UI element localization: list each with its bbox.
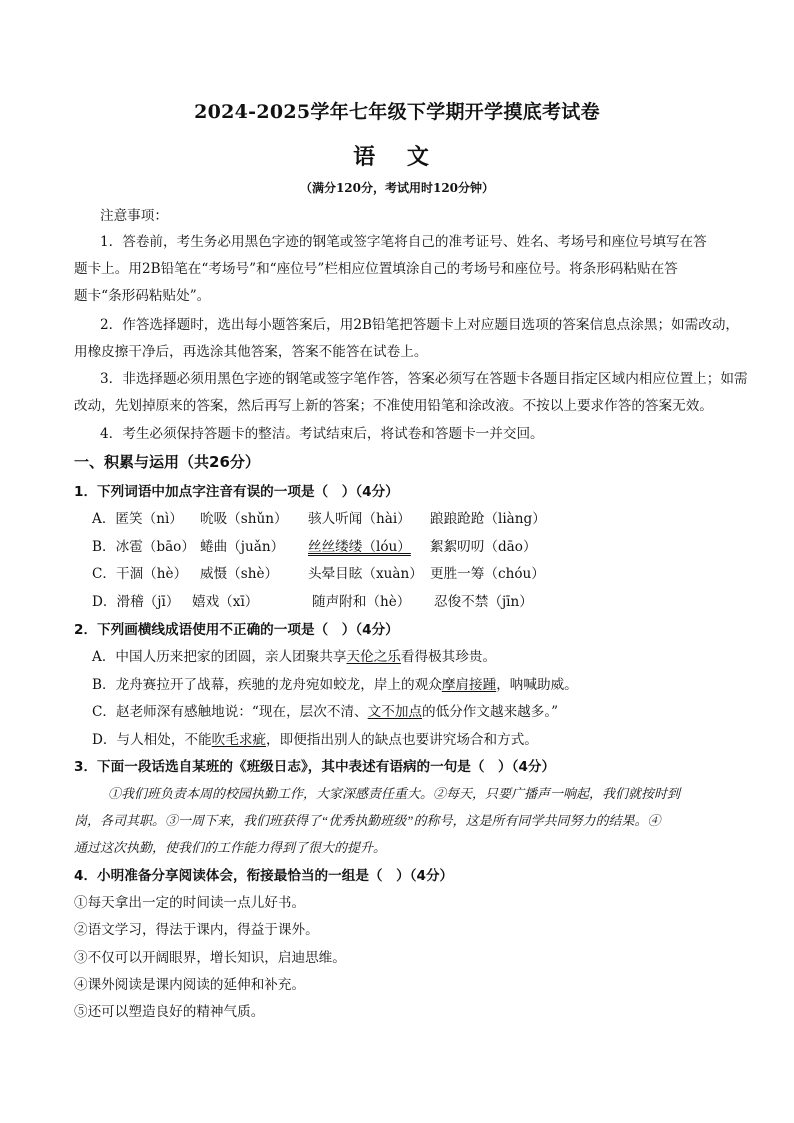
underlined-idiom: 文不加点 — [367, 704, 423, 720]
notice-line: 题卡“条形码粘贴处”。 — [74, 288, 211, 304]
option-word: 嬉戏（xī） — [192, 594, 259, 610]
option-text: ，即便指出别人的缺点也要讲究场合和方式。 — [266, 732, 538, 748]
question-3-passage-line: ①我们班负责本周的校园执勤工作，大家深感责任重大。②每天，只要广播声一响起，我们就按时到 — [108, 786, 681, 801]
question-4-item: ④课外阅读是课内阅读的延伸和补充。 — [74, 977, 306, 993]
question-2-option-c — [92, 702, 744, 722]
question-4-item: ①每天拿出一定的时间读一点儿好书。 — [74, 895, 306, 911]
option-word: 吮吸（shǔn） — [200, 511, 288, 527]
option-word: B．冰雹（bāo） — [92, 539, 195, 555]
question-3-passage-line: 岗，各司其职。③一周下来，我们班获得了“优秀执勤班级”的称号，这是所有同学共同努力的结果。④ — [74, 813, 661, 828]
option-word: 威慑（shè） — [200, 566, 279, 582]
option-text: 的低分作文越来越多。” — [422, 704, 559, 720]
underlined-idiom: 吹毛求疵 — [211, 732, 267, 748]
question-3-stem: 3．下面一段话选自某班的《班级日志》，其中表述有语病的一句是（ ）（4分） — [74, 759, 556, 775]
option-word: 更胜一筹（chóu） — [430, 566, 545, 582]
notice-heading: 注意事项： — [100, 208, 168, 224]
question-3-passage-line: 通过这次执勤，使我们的工作能力得到了很大的提升。 — [74, 840, 387, 855]
question-1-option-c — [92, 564, 744, 584]
question-1-option-a — [92, 509, 744, 529]
option-word: 踉踉跄跄（liàng） — [430, 511, 546, 527]
question-2-option-a — [92, 647, 744, 667]
notice-line: 题卡上。用2B铅笔在“考场号”和“座位号”栏相应位置填涂自己的考场号和座位号。将条形码粘贴在答 — [74, 261, 678, 277]
option-text: ，呐喊助威。 — [496, 677, 578, 693]
question-2-option-d — [92, 730, 744, 750]
option-word: 忍俊不禁（jīn） — [434, 594, 533, 610]
option-word: 随声附和（hè） — [312, 594, 411, 610]
option-text: 看得极其珍贵。 — [400, 649, 497, 665]
notice-line: 1．答卷前，考生务必用黑色字迹的钢笔或签字笔将自己的准考证号、姓名、考场号和座位号填写在答 — [100, 234, 707, 250]
option-word: A．匿笑（nì） — [92, 511, 183, 527]
question-1-stem: 1．下列词语中加点字注音有误的一项是（ ）（4分） — [74, 484, 399, 500]
option-word: 丝丝缕缕（lóu） — [308, 539, 411, 555]
subject-title: 语 文 — [353, 144, 441, 170]
option-word: 蜷曲（juǎn） — [200, 539, 285, 555]
underlined-idiom: 天伦之乐 — [346, 649, 401, 665]
notice-line: 3．非选择题必须用黑色字迹的钢笔或签字笔作答，答案必须写在答题卡各题目指定区域内相应位置上；如需 — [100, 371, 748, 387]
option-text: D．与人相处，不能 — [92, 732, 212, 748]
question-2-option-b — [92, 675, 744, 695]
underlined-idiom: 摩肩接踵 — [441, 677, 497, 693]
option-word: C．干涸（hè） — [92, 566, 188, 582]
question-4-item: ⑤还可以塑造良好的精神气质。 — [74, 1004, 265, 1020]
option-word: 头晕目眩（xuàn） — [308, 566, 423, 582]
notice-line: 用橡皮擦干净后，再选涂其他答案，答案不能答在试卷上。 — [74, 344, 428, 360]
exam-title: 2024-2025学年七年级下学期开学摸底考试卷 — [194, 101, 600, 123]
question-4-stem: 4．小明准备分享阅读体会，衔接最恰当的一组是（ ）（4分） — [74, 868, 454, 884]
option-text: C．赵老师深有感触地说：“现在，层次不清、 — [92, 704, 368, 720]
question-4-item: ③不仅可以开阔眼界，增长知识，启迪思维。 — [74, 950, 346, 966]
question-1-option-d — [92, 592, 744, 612]
question-1-option-b — [92, 537, 744, 557]
score-note: （满分120分，考试用时120分钟） — [299, 181, 495, 195]
notice-line: 4．考生必须保持答题卡的整洁。考试结束后，将试卷和答题卡一并交回。 — [100, 426, 544, 442]
option-word: 絮絮叨叨（dāo） — [430, 539, 537, 555]
question-4-item: ②语文学习，得法于课内，得益于课外。 — [74, 922, 319, 938]
option-text: A．中国人历来把家的团圆，亲人团聚共享 — [92, 649, 347, 665]
option-text: B．龙舟赛拉开了战幕，疾驰的龙舟宛如蛟龙，岸上的观众 — [92, 677, 442, 693]
question-2-stem: 2．下列画横线成语使用不正确的一项是（ ）（4分） — [74, 622, 399, 638]
option-word: 骇人听闻（hài） — [308, 511, 411, 527]
section-title: 一、积累与运用（共26分） — [74, 453, 260, 471]
notice-line: 改动，先划掉原来的答案，然后再写上新的答案；不准使用铅笔和涂改液。不按以上要求作答的答案无效。 — [74, 398, 713, 414]
notice-line: 2．作答选择题时，选出每小题答案后，用2B铅笔把答题卡上对应题目选项的答案信息点涂黑；如需改动， — [100, 317, 740, 333]
option-word: D．滑稽（jī） — [92, 594, 180, 610]
